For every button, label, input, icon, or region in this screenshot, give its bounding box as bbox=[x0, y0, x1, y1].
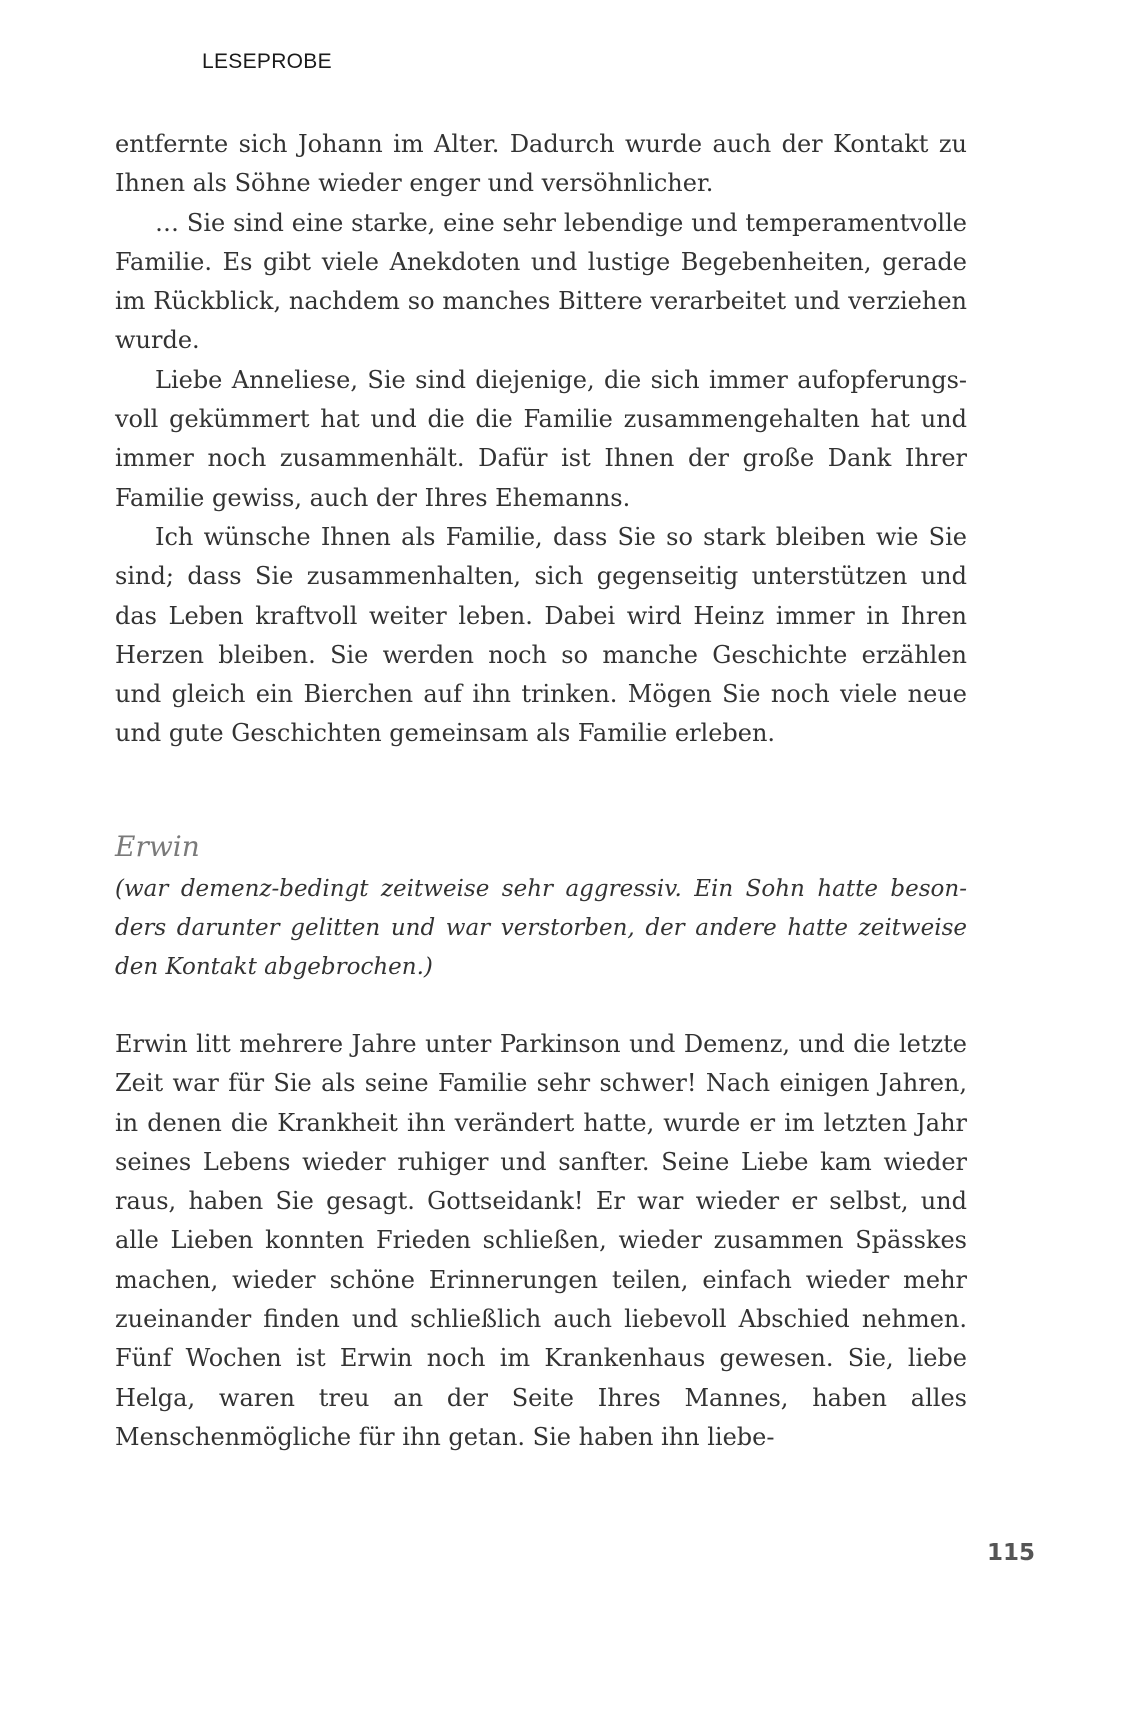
body-text-block-1 bbox=[115, 125, 967, 754]
paragraph: Liebe Anneliese, Sie sind diejenige, die sich immer aufopferungsvoll gekümmert hat und die die Familie zusammengehalten hat und immer noch zusammenhält. Dafür ist Ihnen der große Dank Ihrer Familie gewiss, auch der Ihres Ehemanns. bbox=[115, 365, 967, 512]
paragraph: … Sie sind eine starke, eine sehr lebendige und temperamentvolle Familie. Es gibt viele Anekdoten und lustige Begebenheiten, gerade im Rückblick, nachdem so manches Bittere verarbeitet und verziehen wurde. bbox=[115, 208, 967, 355]
paragraph: Erwin litt mehrere Jahre unter Parkinson und Demenz, und die letzte Zeit war für Sie als seine Familie sehr schwer! Nach einigen Jahren, in denen die Krankheit ihn verändert hatte, wurde er im letzten Jahr seines Lebens wieder ruhiger und sanfter. Seine Liebe kam wieder raus, haben Sie gesagt. Gottseidank! Er war wieder er selbst, und alle Lieben konnten Frieden schließen, wieder zusammen Spässkes machen, wieder schöne Erinnerungen teilen, einfach wieder mehr zueinander finden und schließlich auch liebevoll Abschied nehmen. Fünf Wochen ist Erwin noch im Krankenhaus gewesen. Sie, liebe Helga, waren treu an der Seite Ihres Mannes, haben alles Menschenmögliche für ihn getan. Sie haben ihn liebe- bbox=[115, 1030, 967, 1451]
paragraph: Ich wünsche Ihnen als Familie, dass Sie so stark bleiben wie Sie sind; dass Sie zusammenhalten, sich gegenseitig unterstützen und das Leben kraftvoll weiter leben. Dabei wird Heinz immer in Ihren Herzen bleiben. Sie werden noch so manche Geschichte erzählen und gleich ein Bierchen auf ihn trinken. Mögen Sie noch viele neue und gute Geschichten gemeinsam als Familie erleben. bbox=[115, 522, 967, 748]
page-header-label: LESEPROBE bbox=[202, 50, 332, 73]
page-number: 115 bbox=[986, 1540, 1035, 1566]
section-subtitle: (war demenz-bedingt zeitweise sehr aggressiv. Ein Sohn hatte besonders darunter gelitten und war verstorben, der andere hatte zeitweise den Kontakt abgebrochen.) bbox=[115, 876, 967, 980]
paragraph: entfernte sich Johann im Alter. Dadurch wurde auch der Kontakt zu Ihnen als Söhne wieder enger und versöhnlicher. bbox=[115, 130, 967, 198]
body-text-block-2 bbox=[115, 1025, 967, 1457]
section-title: Erwin bbox=[115, 830, 200, 863]
